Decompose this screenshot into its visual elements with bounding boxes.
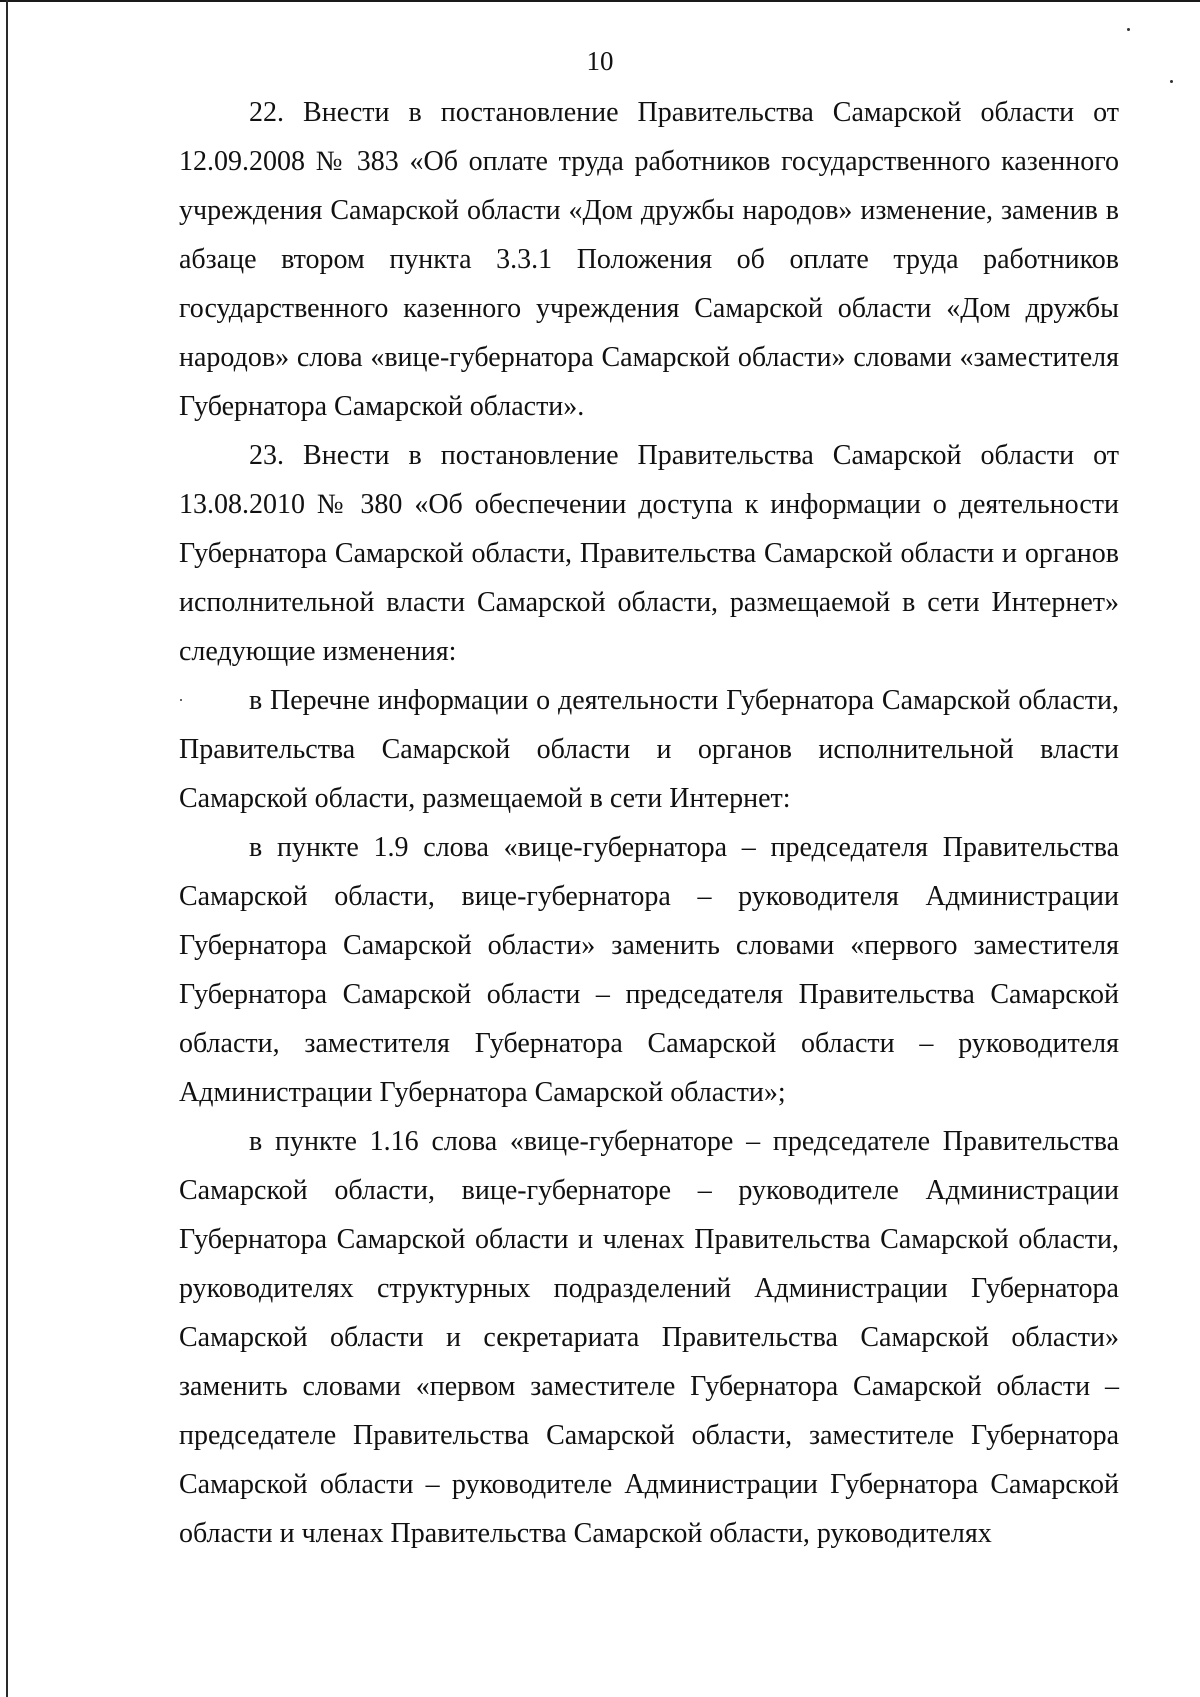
paragraph-item-1-16: в пункте 1.16 слова «вице-губернаторе – председателе Правительства Самарской области, вице-губернаторе – руководителе Администрации Губернатора Самарской области и членах Правительства Самарской области, руководителях структурных подразделений Администрации Губернатора Самарской области и секретариата Правительства Самарской области» заменить словами «первом заместителе Губернатора Самарской области – председателе Правительства Самарской области, заместителе Губернатора Самарской области – руководителе Администрации Губернатора Самарской области и членах Правительства Самарской области, руководителях <box>179 1126 1119 1549</box>
paragraph-list-intro: в Перечне информации о деятельности Губернатора Самарской области, Правительства Самарской области и органов исполнительной власти Самарской области, размещаемой в сети Интернет: <box>179 685 1119 814</box>
paragraph-23: 23. Внести в постановление Правительства Самарской области от 13.08.2010 № 380 «Об обеспечении доступа к информации о деятельности Губернатора Самарской области, Правительства Самарской области и органов исполнительной власти Самарской области, размещаемой в сети Интернет» следующие изменения: <box>179 440 1119 667</box>
scan-top-edge <box>0 0 1200 2</box>
page-number: 10 <box>586 46 614 76</box>
document-body <box>179 88 1119 1558</box>
scan-speck <box>1170 80 1173 83</box>
scan-speck <box>1127 28 1130 31</box>
paragraph-item-1-9: в пункте 1.9 слова «вице-губернатора – председателя Правительства Самарской области, вице-губернатора – руководителя Администрации Губернатора Самарской области» заменить словами «первого заместителя Губернатора Самарской области – председателя Правительства Самарской области, заместителя Губернатора Самарской области – руководителя Администрации Губернатора Самарской области»; <box>179 832 1119 1108</box>
scan-left-edge <box>6 0 8 1697</box>
paragraph-22: 22. Внести в постановление Правительства Самарской области от 12.09.2008 № 383 «Об оплате труда работников государственного казенного учреждения Самарской области «Дом дружбы народов» изменение, заменив в абзаце втором пункта 3.3.1 Положения об оплате труда работников государственного казенного учреждения Самарской области «Дом дружбы народов» слова «вице-губернатора Самарской области» словами «заместителя Губернатора Самарской области». <box>179 97 1119 422</box>
